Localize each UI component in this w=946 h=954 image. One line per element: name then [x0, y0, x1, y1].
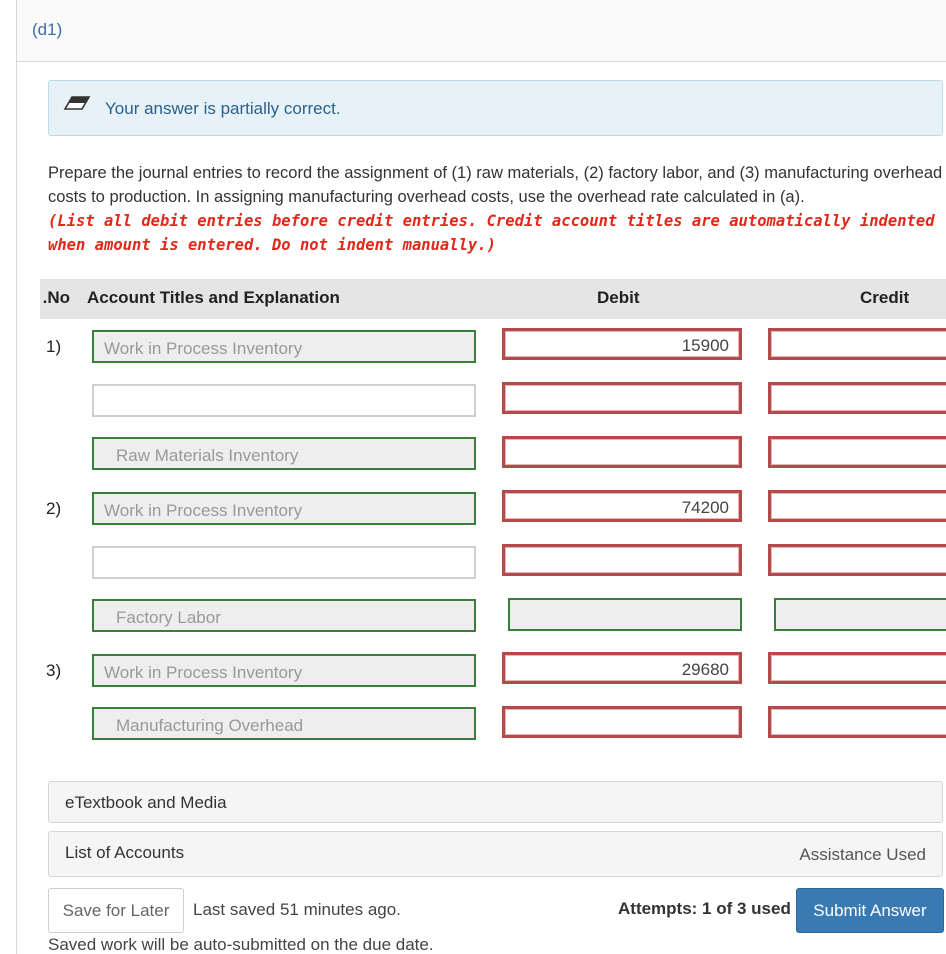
etextbook-bar[interactable] — [48, 781, 943, 823]
header-debit: Debit — [597, 288, 640, 307]
list-of-accounts-link[interactable]: List of Accounts — [65, 843, 185, 862]
submit-answer-button[interactable]: Submit Answer — [796, 888, 944, 933]
table-header — [40, 279, 946, 319]
debit-field[interactable] — [502, 706, 742, 738]
part-label: (d1) — [32, 20, 63, 39]
feedback-banner — [48, 80, 943, 136]
entry-number: 1) — [46, 337, 62, 356]
header-no: No. — [42, 288, 70, 307]
account-field[interactable]: Work in Process Inventory — [92, 492, 476, 525]
assistance-used-label: Assistance Used — [799, 845, 926, 864]
credit-field[interactable] — [774, 598, 946, 631]
credit-field[interactable] — [768, 652, 946, 684]
credit-field[interactable] — [768, 328, 946, 360]
pencil-icon — [63, 95, 91, 113]
header-credit: Credit — [860, 288, 910, 307]
debit-field[interactable] — [502, 544, 742, 576]
credit-field[interactable] — [768, 382, 946, 414]
entry-number: 2) — [46, 499, 62, 518]
account-field[interactable] — [92, 384, 476, 417]
account-field[interactable] — [92, 546, 476, 579]
debit-field[interactable]: 74200 — [502, 490, 742, 522]
account-field[interactable]: Raw Materials Inventory — [92, 437, 476, 470]
debit-field[interactable] — [502, 382, 742, 414]
instructions-warning: (List all debit entries before credit entries. Credit account titles are automatically indented when amount is entered. Do not indent manually.) — [48, 212, 935, 254]
feedback-message: Your answer is partially correct. — [105, 99, 341, 118]
debit-field[interactable] — [502, 436, 742, 468]
instructions-text: Prepare the journal entries to record the assignment of (1) raw materials, (2) factory labor, and (3) manufacturing overhead costs to production. In assigning manufacturing overhead costs, use the overhead rate calculated in (a). — [48, 164, 943, 206]
save-for-later-button[interactable]: Save for Later — [48, 888, 184, 933]
debit-field[interactable]: 15900 — [502, 328, 742, 360]
accounts-bar[interactable] — [48, 831, 943, 877]
last-saved-text: Last saved 51 minutes ago. — [193, 900, 401, 919]
account-field[interactable]: Factory Labor — [92, 599, 476, 632]
credit-field[interactable] — [768, 544, 946, 576]
entry-number: 3) — [46, 661, 62, 680]
auto-submit-note: Saved work will be auto-submitted on the due date. — [48, 935, 434, 954]
credit-field[interactable] — [768, 706, 946, 738]
instructions — [48, 161, 946, 257]
credit-field[interactable] — [768, 436, 946, 468]
attempts-counter: Attempts: 1 of 3 used — [618, 899, 791, 918]
part-header — [17, 0, 946, 62]
account-field[interactable]: Manufacturing Overhead — [92, 707, 476, 740]
credit-field[interactable] — [768, 490, 946, 522]
etextbook-link[interactable]: eTextbook and Media — [65, 793, 227, 812]
header-account: Account Titles and Explanation — [87, 288, 340, 307]
left-rule — [16, 0, 17, 954]
account-field[interactable]: Work in Process Inventory — [92, 330, 476, 363]
debit-field[interactable]: 29680 — [502, 652, 742, 684]
account-field[interactable]: Work in Process Inventory — [92, 654, 476, 687]
debit-field[interactable] — [508, 598, 742, 631]
